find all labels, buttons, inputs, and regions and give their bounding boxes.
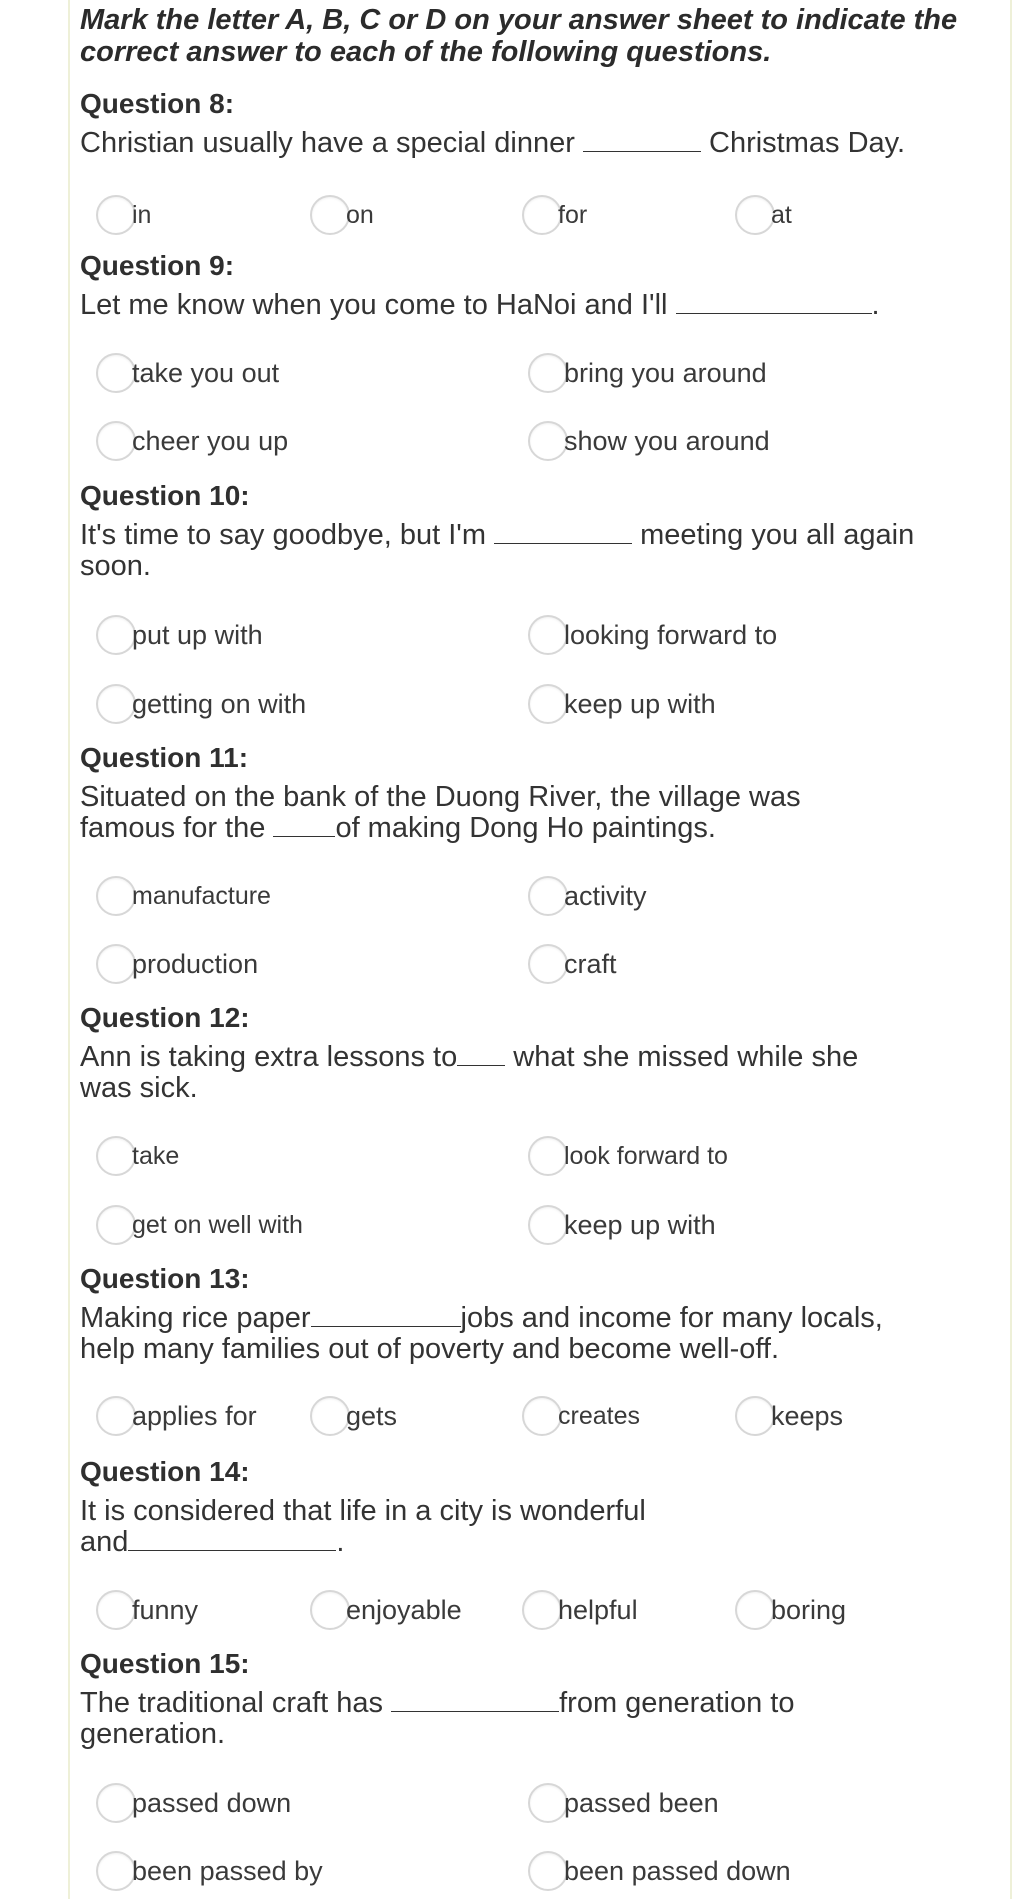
question-title: Question 9: xyxy=(80,250,235,281)
radio-circle-icon[interactable] xyxy=(96,1396,136,1436)
answer-option[interactable]: keeps xyxy=(735,1394,843,1438)
radio-circle-icon[interactable] xyxy=(528,1783,568,1823)
question-text: Let me know when you come to HaNoi and I'll . xyxy=(80,289,880,321)
radio-circle-icon[interactable] xyxy=(310,195,350,235)
answer-option[interactable]: craft xyxy=(528,942,617,986)
radio-circle-icon[interactable] xyxy=(96,1590,136,1630)
question-title: Question 11: xyxy=(80,742,249,773)
answer-option[interactable]: keep up with xyxy=(528,682,716,726)
answer-option[interactable]: cheer you up xyxy=(96,419,288,463)
answer-option[interactable]: looking forward to xyxy=(528,613,777,657)
question-text: Ann is taking extra lessons to what she missed while she xyxy=(80,1041,859,1073)
radio-circle-icon[interactable] xyxy=(310,1396,350,1436)
question-text: Making rice paper jobs and income for many locals, xyxy=(80,1302,883,1334)
answer-option[interactable]: gets xyxy=(310,1394,397,1438)
answer-option[interactable]: manufacture xyxy=(96,874,271,918)
radio-circle-icon[interactable] xyxy=(96,1783,136,1823)
answer-option[interactable]: enjoyable xyxy=(310,1588,462,1632)
question-text: It's time to say goodbye, but I'm meeting you all again xyxy=(80,519,915,551)
radio-circle-icon[interactable] xyxy=(528,1136,568,1176)
radio-circle-icon[interactable] xyxy=(528,421,568,461)
answer-option[interactable]: passed down xyxy=(96,1781,291,1825)
answer-option[interactable]: production xyxy=(96,942,258,986)
question-title: Question 14: xyxy=(80,1456,250,1487)
question-text-line2: soon. xyxy=(80,550,151,582)
answer-option[interactable]: boring xyxy=(735,1588,846,1632)
radio-circle-icon[interactable] xyxy=(96,684,136,724)
answer-option[interactable]: funny xyxy=(96,1588,198,1632)
radio-circle-icon[interactable] xyxy=(96,353,136,393)
radio-circle-icon[interactable] xyxy=(96,876,136,916)
answer-option[interactable]: bring you around xyxy=(528,351,767,395)
answer-option[interactable]: get on well with xyxy=(96,1203,303,1247)
radio-circle-icon[interactable] xyxy=(96,944,136,984)
question-text: The traditional craft has from generation to xyxy=(80,1687,795,1719)
radio-circle-icon[interactable] xyxy=(735,195,775,235)
radio-circle-icon[interactable] xyxy=(735,1590,775,1630)
question-title: Question 8: xyxy=(80,88,235,119)
answer-option[interactable]: keep up with xyxy=(528,1203,716,1247)
radio-circle-icon[interactable] xyxy=(528,944,568,984)
answer-option[interactable]: for xyxy=(522,193,587,237)
answer-option[interactable]: put up with xyxy=(96,613,263,657)
radio-circle-icon[interactable] xyxy=(96,615,136,655)
answer-option[interactable]: in xyxy=(96,193,151,237)
answer-option[interactable]: take xyxy=(96,1134,179,1178)
radio-circle-icon[interactable] xyxy=(96,1205,136,1245)
question-text-line2: and . xyxy=(80,1526,345,1558)
answer-option[interactable]: take you out xyxy=(96,351,279,395)
radio-circle-icon[interactable] xyxy=(528,1851,568,1891)
question-text: Christian usually have a special dinner Christmas Day. xyxy=(80,127,906,159)
radio-circle-icon[interactable] xyxy=(735,1396,775,1436)
radio-circle-icon[interactable] xyxy=(528,615,568,655)
radio-circle-icon[interactable] xyxy=(522,1590,562,1630)
question-text-line2: was sick. xyxy=(80,1072,198,1104)
answer-option[interactable]: look forward to xyxy=(528,1134,728,1178)
radio-circle-icon[interactable] xyxy=(522,1396,562,1436)
answer-option[interactable]: been passed down xyxy=(528,1849,791,1893)
question-text-line2: generation. xyxy=(80,1718,226,1750)
radio-circle-icon[interactable] xyxy=(528,1205,568,1245)
question-title: Question 12: xyxy=(80,1002,250,1033)
instruction-text: Mark the letter A, B, C or D on your answer sheet to indicate the correct answer to each of the following questions. xyxy=(80,4,958,68)
radio-circle-icon[interactable] xyxy=(528,876,568,916)
question-text: It is considered that life in a city is wonderful xyxy=(80,1495,646,1527)
question-title: Question 10: xyxy=(80,480,250,511)
answer-option[interactable]: helpful xyxy=(522,1588,638,1632)
answer-option[interactable]: creates xyxy=(522,1394,640,1438)
answer-option[interactable]: show you around xyxy=(528,419,770,463)
question-title: Question 15: xyxy=(80,1648,250,1679)
answer-option[interactable]: on xyxy=(310,193,374,237)
radio-circle-icon[interactable] xyxy=(528,684,568,724)
answer-option[interactable]: at xyxy=(735,193,792,237)
radio-circle-icon[interactable] xyxy=(96,1851,136,1891)
radio-circle-icon[interactable] xyxy=(528,353,568,393)
answer-option[interactable]: been passed by xyxy=(96,1849,323,1893)
question-title: Question 13: xyxy=(80,1263,250,1294)
answer-option[interactable]: passed been xyxy=(528,1781,719,1825)
radio-circle-icon[interactable] xyxy=(96,195,136,235)
question-text: Situated on the bank of the Duong River, the village was xyxy=(80,781,801,813)
answer-option[interactable]: getting on with xyxy=(96,682,306,726)
answer-option[interactable]: applies for xyxy=(96,1394,257,1438)
answer-option[interactable]: activity xyxy=(528,874,647,918)
radio-circle-icon[interactable] xyxy=(310,1590,350,1630)
radio-circle-icon[interactable] xyxy=(96,421,136,461)
question-text-line2: famous for the of making Dong Ho paintings. xyxy=(80,812,716,844)
radio-circle-icon[interactable] xyxy=(96,1136,136,1176)
radio-circle-icon[interactable] xyxy=(522,195,562,235)
question-text-line2: help many families out of poverty and become well-off. xyxy=(80,1333,780,1365)
